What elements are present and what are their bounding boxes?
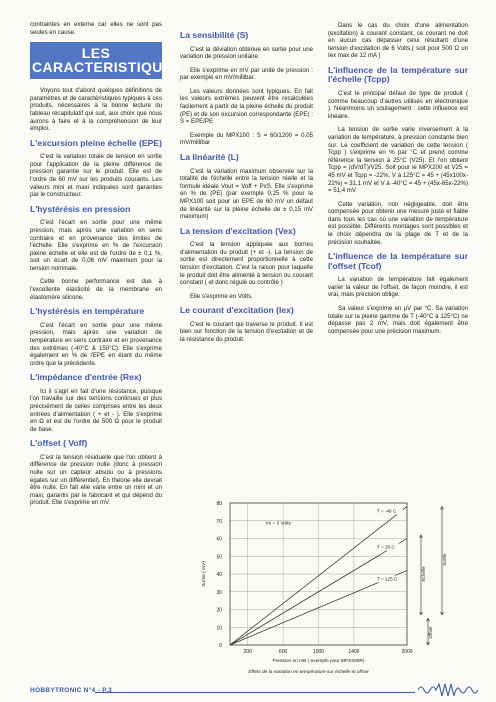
y-tick-label: 20 [216,607,222,614]
intro-text: contraintes en externe car elles ne sont pas seules en cause. [30,21,162,36]
heading-impedance: L'impédance d'entrée (Rex) [30,372,142,383]
banner-line-2: CARACTERISTIQUES [32,59,183,76]
series-label: T = -40 C [377,508,397,514]
paragraph: C'est l'écart en sortie pour une même pression, mais après une variation en sens contraire et en provenance des limites de l'échelle. Elle s'exprime en % de l'excursion pleine échelle et elle est de l'ordre de ± 0,1 %, soit un écart de 0,06 mV maximum pour la tension nominale. [30,219,162,272]
paragraph: Dans le cas du choix d'une alimentation (excitation) à courant constant, ce courant ne doit en aucun cas dépasser celui résultant d'une tension d'excitation de 6 Volts.( soit pour 500 Ω un Iex max de 12 mA ) [328,22,468,60]
footer [0,685,496,702]
y-tick-label: 70 [216,518,222,525]
heading-hysteresis-temperature: L'hystérésis en température [30,306,145,317]
series-label: T = 25 C [377,544,395,550]
paragraph: C'est la variation maximum observée sur la totalité de l'échelle entre la tension réelle et la formule idéale Vout = Voff + PxS. Elle s'exprime en % de (PE) (par exemple 0,25 % pour le MPX100 soit pour un EPE de 60 mV un défaut de linéarité sur la pleine échelle de ± 0,15 mV maximum) [180,167,313,221]
paragraph: C'est la déviation obtenue en sortie pour une variation de pression unitaire. [180,45,313,61]
heading-sensibilite: La sensibilité (S) [180,30,249,40]
paragraph: Sa valeur s'exprime en µV par °C. Sa variation totale sur la pleine gamme de T (-40°C à 125°C) ne dépasse pas 2 mV, mais doit également être compensée pour une précision maximum. [328,305,468,335]
footer-rule [95,692,415,693]
side-label: Offset [428,626,433,639]
paragraph: La tension de sortie varie inversement à la variation de température, à pression constante bien sur. Le coefficient de variation de cette tension ( Tcpp ) s'exprime en % par °C et prend comme référence la tension à 25°C (V25). Et l'on obtient Tcpp = (dV/dT)/V25. Soit pour le MPX200 et V25 = 45 mV et Tcpp = -22%, V à 125°C = 45 + (45x100x-22%) = 31,1 mV et V à -40°C = 45 + (45x-65x-22%) = 51,4 mV [328,126,468,195]
paragraph: C'est la tension résiduelle que l'on obtient à différence de pression nulle (donc à pression nulle sur un capteur absolu ou à pressions égales sur un différentiel). En théorie elle devrait être nulle. En fait elle varie entre un mini et un maxi, garantis par le fabricant et qui dépend du produit. Elle s'exprime en mV. [30,453,162,507]
chart-annotation: Vs = 3 Volts [265,521,291,527]
temperature-chart [185,495,475,685]
y-tick-label: 30 [216,589,222,596]
series-label: T = 125 C [377,576,398,582]
heading-tension-excitation: La tension d'excitation (Vex) [180,225,296,236]
x-tick-label: 200 [243,649,252,655]
paragraph: C'est le courant qui traverse le produit. Il est bien sur fonction de la tension d'excitation et de la résistance du produit. [180,320,313,344]
y-tick-label: 10 [216,625,222,632]
paragraph: Voyons tout d'abord quelques définitions de paramètres et de caractéristiques typiques à ces produits, nécessaires à la bonne lecture du tableau récapitulatif qui suit, aux choix que nous aurons à faire et à la compréhension de leur emploi. [30,87,162,133]
x-tick-label: 2000 [401,649,413,655]
paragraph: C'est la variation totale de tension en sortie pour l'application de la pleine différence de pression garantie sur le produit. Elle est de l'ordre de 60 mV sur les produits courants. Les valeurs mini et maxi indiquées sont garanties par le constructeur. [30,153,162,199]
paragraph: Ici il s'agit en fait d'une résistance, puisque l'on travaille sur des tensions continues et plus précisément de celles comprises entre les deux entrées d'alimentation ( + et - ). Elle s'exprime en Ω et est de l'ordre de 500 Ω pour le produit de base. [30,387,162,433]
column-2 [180,26,313,350]
footer-title: HOBBYTRONIC N°4 - P.3 [30,687,113,694]
y-tick-label: 40 [216,572,222,578]
paragraph: C'est la tension appliquée aux bornes d'alimentation du produit (+ et -). La tension de sortie est directement proportionnelle à cette tension d'excitation. C'est la raison pour laquelle le produit doit être alimenté à tension ou courant constant ( et donc régulé ou contrôlé ) [180,241,313,287]
section-banner [30,42,183,79]
x-axis-label: Pression en mB ( exemple pour MPX200R) [272,659,365,664]
wave-logo-icon [418,683,478,697]
heading-tcof: L'influence de la température sur l'offset (Tcof) [328,251,468,271]
heading-epe: L'excursion pleine échelle (EPE) [30,137,162,148]
heading-tcpp: L'influence de la température sur l'échelle (Tcpp) [328,64,468,85]
chart-grid [230,503,407,645]
chart-caption: Effets de la variation en température sur échelle et offset [248,670,369,675]
paragraph: Elle s'exprime en mV par unité de pression : par exemple en mV/millibar. [180,66,313,82]
y-tick-label: 60 [216,536,222,543]
column-3 [328,22,468,341]
paragraph: Cette variation, non négligeable, doit être compensée pour obtenir une mesure juste et fiable dans tous les cas où une variation de température est possible. Différents montages sont possibles et le choix dépendra de la plage de T et de la précision souhaitée. [328,200,468,246]
x-tick-label: 1000 [312,649,325,655]
paragraph: Elle s'exprime en Volts. [190,292,253,300]
y-tick-label: 0 [219,643,222,649]
y-axis-label: Sortie ( mV) [202,561,207,587]
paragraph: Cette bonne performance est due à l'excellente élasticité de la membrane en élastomère silicone. [30,278,162,301]
column-1 [30,0,183,513]
y-tick-label: 50 [216,554,222,561]
paragraph: La variation de température fait également varier la valeur de l'offset, de façon moindre, il est vrai, mais précision oblige. [328,276,468,299]
heading-hysteresis-pression: L'hystérésis en pression [30,203,131,214]
paragraph: Les valeurs données sont typiques. En fait les valeurs extrêmes peuvent être recalculées facilement à partir de la pleine échelle du produit (PE) et de son excursion correspondante (EPE) : S = EPE/PE [180,87,313,126]
chart-labels [201,501,447,675]
y-tick-label: 80 [216,501,222,507]
side-label: Echelle [421,566,426,582]
paragraph: C'est le principal défaut de type de produit ( comme beaucoup d'autres utilisés en électronique ). Néanmoins un soulagement : cette influence est linéaire. [328,89,468,120]
heading-courant-excitation: Le courant d'excitation (Iex) [180,305,294,316]
banner-line-1: LES [81,45,111,62]
side-label: Sortie [442,553,447,566]
x-tick-label: 1400 [348,649,360,655]
paragraph: Exemple du MPX100 : S = 60/1200 = 0,05 mV/millibar [180,131,313,147]
paragraph: C'est l'écart en sortie pour une même pression, mais après une variation de température en sens contraire et en provenance des extrêmes (-40°C & 150°C). Elle s'exprime également en % de l'EPE en étant du même ordre que la précédente. [30,321,162,367]
heading-offset: L'offset ( Voff) [30,438,88,449]
x-tick-label: 600 [278,649,288,655]
heading-linearite: La linéarité (L) [180,152,239,163]
